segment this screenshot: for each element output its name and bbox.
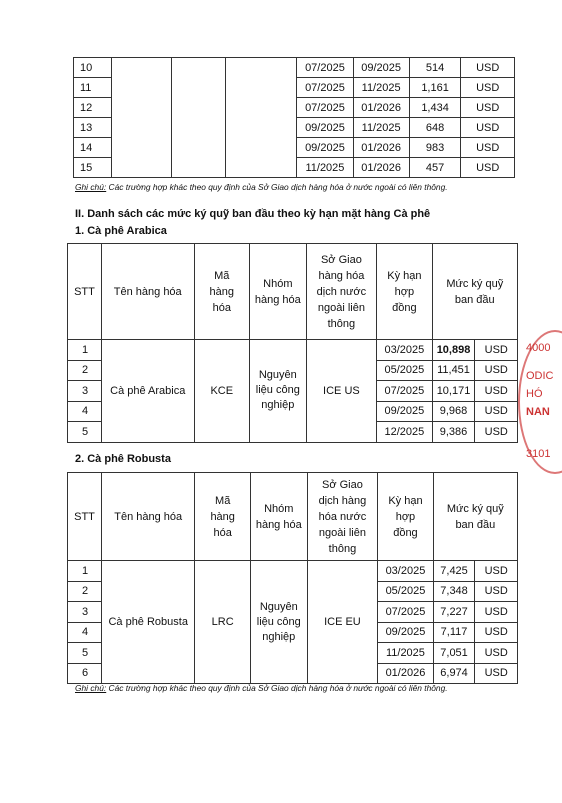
col-group: Nhóm hàng hóa bbox=[250, 244, 307, 340]
col-exchange: Sở Giao dịch hàng hóa nước ngoài liên thông bbox=[307, 473, 378, 561]
value-cell: 1,434 bbox=[409, 98, 461, 118]
robusta-table bbox=[67, 472, 518, 684]
col-margin: Mức ký quỹ ban đầu bbox=[432, 244, 517, 340]
blank-1 bbox=[112, 98, 172, 118]
stt-cell: 1 bbox=[68, 340, 102, 361]
blank-2 bbox=[171, 138, 225, 158]
start-cell: 07/2025 bbox=[297, 58, 353, 78]
table-row bbox=[74, 58, 515, 78]
end-cell: 01/2026 bbox=[353, 98, 409, 118]
stt-cell: 5 bbox=[68, 422, 102, 443]
stt-cell: 2 bbox=[68, 360, 102, 381]
term-cell: 05/2025 bbox=[378, 581, 433, 602]
unit-cell: USD bbox=[475, 561, 518, 582]
top-margin-table bbox=[73, 57, 515, 178]
start-cell: 11/2025 bbox=[297, 158, 353, 178]
value-cell: 10,171 bbox=[432, 381, 475, 402]
blank-3 bbox=[226, 158, 297, 178]
stt-cell: 4 bbox=[68, 622, 102, 643]
blank-2 bbox=[171, 118, 225, 138]
end-cell: 09/2025 bbox=[353, 58, 409, 78]
stt-cell: 13 bbox=[74, 118, 112, 138]
start-cell: 07/2025 bbox=[297, 98, 353, 118]
term-cell: 09/2025 bbox=[378, 622, 433, 643]
col-exchange: Sở Giao hàng hóa dịch nước ngoài liên thông bbox=[306, 244, 377, 340]
col-group: Nhóm hàng hóa bbox=[250, 473, 307, 561]
note-2: Ghi chú: Các trường hợp khác theo quy định của Sở Giao dịch hàng hóa ở nước ngoài có liên thông. bbox=[75, 683, 448, 693]
product-name: Cà phê Arabica bbox=[101, 340, 194, 443]
value-cell: 7,051 bbox=[433, 643, 475, 664]
blank-3 bbox=[226, 138, 297, 158]
blank-2 bbox=[171, 58, 225, 78]
stt-cell: 3 bbox=[68, 381, 102, 402]
start-cell: 09/2025 bbox=[297, 118, 353, 138]
unit-cell: USD bbox=[475, 643, 518, 664]
term-cell: 05/2025 bbox=[377, 360, 432, 381]
end-cell: 01/2026 bbox=[353, 158, 409, 178]
stt-cell: 12 bbox=[74, 98, 112, 118]
product-group: Nguyên liệu công nghiệp bbox=[250, 340, 307, 443]
robusta-heading: 2. Cà phê Robusta bbox=[75, 453, 171, 465]
end-cell: 11/2025 bbox=[353, 118, 409, 138]
value-cell: 7,348 bbox=[433, 581, 475, 602]
arabica-heading: 1. Cà phê Arabica bbox=[75, 225, 167, 237]
stamp-seal: 4000 ODIC HÓ NAN 3101 bbox=[518, 330, 562, 474]
stt-cell: 1 bbox=[68, 561, 102, 582]
stt-cell: 4 bbox=[68, 401, 102, 422]
start-cell: 09/2025 bbox=[297, 138, 353, 158]
term-cell: 12/2025 bbox=[377, 422, 432, 443]
term-cell: 01/2026 bbox=[378, 663, 433, 684]
product-code: KCE bbox=[194, 340, 250, 443]
section-title: II. Danh sách các mức ký quỹ ban đầu theo kỳ hạn mặt hàng Cà phê bbox=[75, 208, 431, 220]
unit-cell: USD bbox=[475, 340, 518, 361]
term-cell: 09/2025 bbox=[377, 401, 432, 422]
blank-3 bbox=[226, 78, 297, 98]
unit-cell: USD bbox=[475, 360, 518, 381]
term-cell: 03/2025 bbox=[377, 340, 432, 361]
blank-2 bbox=[171, 98, 225, 118]
blank-2 bbox=[171, 78, 225, 98]
product-exchange: ICE US bbox=[306, 340, 377, 443]
value-cell: 1,161 bbox=[409, 78, 461, 98]
arabica-table bbox=[67, 243, 518, 443]
unit-cell: USD bbox=[461, 118, 515, 138]
value-cell: 7,117 bbox=[433, 622, 475, 643]
col-stt: STT bbox=[68, 244, 102, 340]
table-row bbox=[74, 78, 515, 98]
value-cell: 7,227 bbox=[433, 602, 475, 623]
unit-cell: USD bbox=[475, 622, 518, 643]
unit-cell: USD bbox=[475, 401, 518, 422]
stt-cell: 11 bbox=[74, 78, 112, 98]
start-cell: 07/2025 bbox=[297, 78, 353, 98]
term-cell: 07/2025 bbox=[377, 381, 432, 402]
term-cell: 11/2025 bbox=[378, 643, 433, 664]
col-term: Kỳ hạn hợp đồng bbox=[378, 473, 433, 561]
col-name: Tên hàng hóa bbox=[102, 473, 195, 561]
product-exchange: ICE EU bbox=[307, 561, 378, 684]
blank-3 bbox=[226, 58, 297, 78]
table-row bbox=[74, 158, 515, 178]
blank-1 bbox=[112, 118, 172, 138]
blank-1 bbox=[112, 138, 172, 158]
value-cell: 457 bbox=[409, 158, 461, 178]
unit-cell: USD bbox=[475, 663, 518, 684]
term-cell: 07/2025 bbox=[378, 602, 433, 623]
stt-cell: 6 bbox=[68, 663, 102, 684]
blank-1 bbox=[112, 158, 172, 178]
blank-1 bbox=[112, 78, 172, 98]
end-cell: 01/2026 bbox=[353, 138, 409, 158]
product-code: LRC bbox=[195, 561, 251, 684]
value-cell: 10,898 bbox=[432, 340, 475, 361]
unit-cell: USD bbox=[461, 158, 515, 178]
stt-cell: 2 bbox=[68, 581, 102, 602]
value-cell: 11,451 bbox=[432, 360, 475, 381]
value-cell: 983 bbox=[409, 138, 461, 158]
unit-cell: USD bbox=[475, 422, 518, 443]
value-cell: 648 bbox=[409, 118, 461, 138]
value-cell: 7,425 bbox=[433, 561, 475, 582]
col-stt: STT bbox=[68, 473, 102, 561]
stt-cell: 14 bbox=[74, 138, 112, 158]
product-group: Nguyên liệu công nghiệp bbox=[250, 561, 307, 684]
col-margin: Mức ký quỹ ban đầu bbox=[433, 473, 517, 561]
stt-cell: 10 bbox=[74, 58, 112, 78]
unit-cell: USD bbox=[461, 78, 515, 98]
unit-cell: USD bbox=[461, 98, 515, 118]
term-cell: 03/2025 bbox=[378, 561, 433, 582]
end-cell: 11/2025 bbox=[353, 78, 409, 98]
note-1: Ghi chú: Các trường hợp khác theo quy định của Sở Giao dịch hàng hóa ở nước ngoài có liên thông. bbox=[75, 182, 448, 192]
col-code: Mã hàng hóa bbox=[195, 473, 251, 561]
unit-cell: USD bbox=[461, 58, 515, 78]
blank-3 bbox=[226, 98, 297, 118]
stt-cell: 3 bbox=[68, 602, 102, 623]
value-cell: 9,968 bbox=[432, 401, 475, 422]
value-cell: 514 bbox=[409, 58, 461, 78]
col-term: Kỳ hạn hợp đồng bbox=[377, 244, 432, 340]
table-row bbox=[74, 138, 515, 158]
table-row bbox=[68, 561, 518, 582]
stt-cell: 15 bbox=[74, 158, 112, 178]
unit-cell: USD bbox=[475, 581, 518, 602]
product-name: Cà phê Robusta bbox=[102, 561, 195, 684]
blank-3 bbox=[226, 118, 297, 138]
unit-cell: USD bbox=[475, 602, 518, 623]
table-row bbox=[74, 118, 515, 138]
col-code: Mã hàng hóa bbox=[194, 244, 250, 340]
stt-cell: 5 bbox=[68, 643, 102, 664]
unit-cell: USD bbox=[475, 381, 518, 402]
table-row bbox=[74, 98, 515, 118]
value-cell: 6,974 bbox=[433, 663, 475, 684]
table-row bbox=[68, 340, 518, 361]
value-cell: 9,386 bbox=[432, 422, 475, 443]
col-name: Tên hàng hóa bbox=[101, 244, 194, 340]
blank-1 bbox=[112, 58, 172, 78]
unit-cell: USD bbox=[461, 138, 515, 158]
blank-2 bbox=[171, 158, 225, 178]
